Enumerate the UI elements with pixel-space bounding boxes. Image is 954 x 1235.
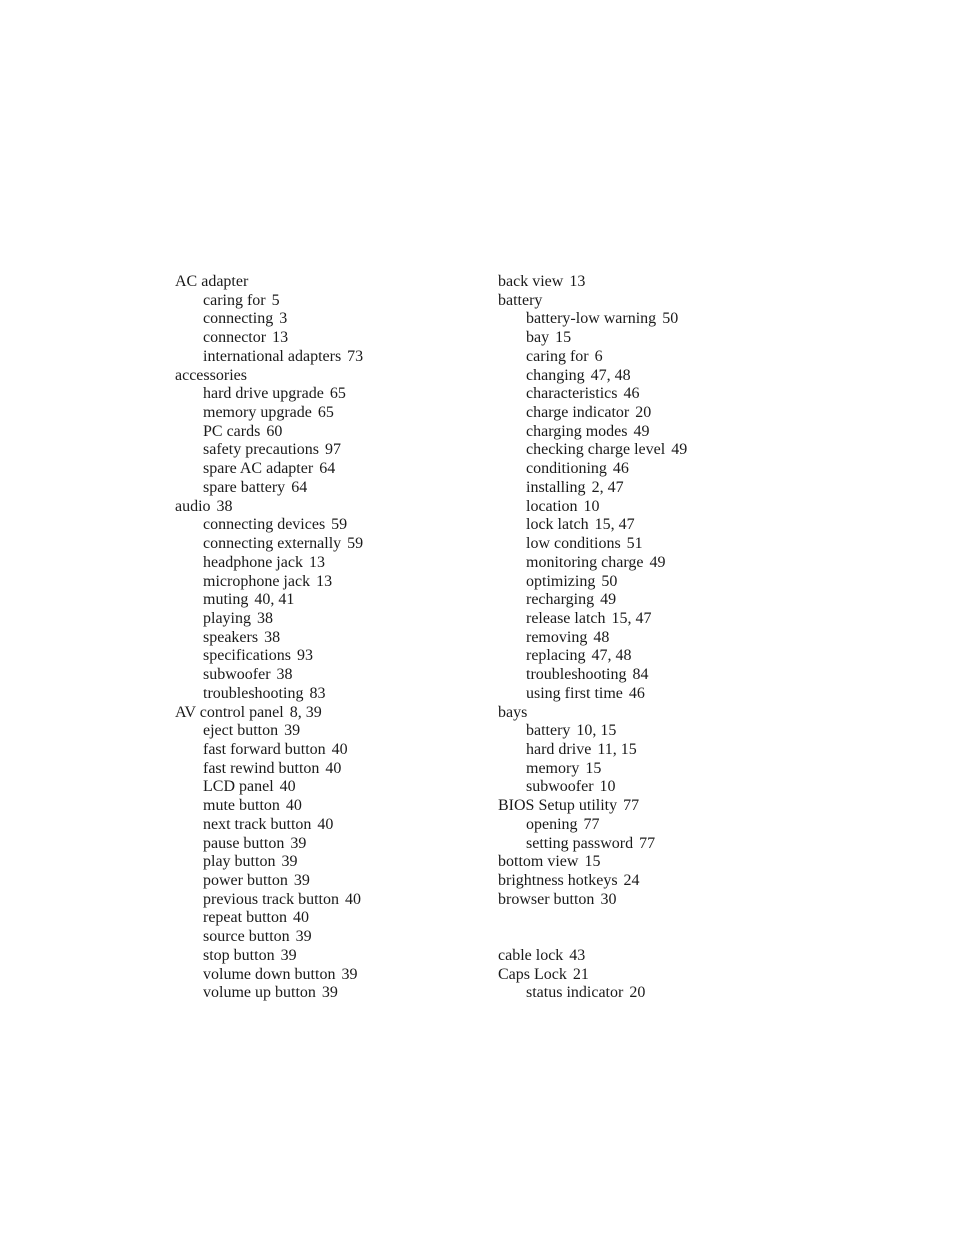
index-page-numbers: 83 — [309, 684, 326, 702]
index-subentry — [175, 535, 475, 554]
index-subentry — [498, 348, 798, 367]
index-entry — [498, 273, 798, 292]
index-page-numbers: 20 — [635, 404, 652, 422]
index-term: caring for — [526, 347, 589, 365]
index-page-numbers: 48 — [593, 628, 610, 646]
index-subentry — [175, 591, 475, 610]
index-page-numbers: 93 — [296, 647, 313, 665]
index-subentry — [498, 629, 798, 648]
index-subentry — [498, 778, 798, 797]
index-subentry — [498, 516, 798, 535]
index-page-numbers: 40 — [344, 890, 361, 908]
index-subentry — [498, 573, 798, 592]
index-page-numbers: 77 — [623, 797, 640, 815]
index-term: play button — [203, 853, 276, 871]
index-page-numbers: 64 — [319, 460, 336, 478]
index-term: charging modes — [526, 422, 628, 440]
index-term: replacing — [526, 647, 586, 665]
index-term: AC adapter — [175, 273, 249, 290]
index-subentry — [498, 835, 798, 854]
index-page-numbers: 39 — [321, 984, 338, 1002]
index-page-numbers: 50 — [662, 310, 679, 328]
index-page-numbers: 77 — [639, 834, 656, 852]
index-term: fast forward button — [203, 740, 326, 758]
index-term: headphone jack — [203, 553, 303, 571]
index-page-numbers: 59 — [347, 535, 364, 553]
index-term: optimizing — [526, 572, 596, 590]
index-term: audio — [175, 497, 211, 515]
index-entry — [175, 367, 475, 386]
index-subentry — [175, 554, 475, 573]
index-subentry — [498, 741, 798, 760]
index-subentry — [175, 423, 475, 442]
index-page-numbers: 13 — [316, 572, 333, 590]
index-term: troubleshooting — [526, 666, 627, 684]
index-term: spare battery — [203, 478, 286, 496]
index-subentry — [498, 722, 798, 741]
index-page-numbers: 43 — [569, 946, 586, 964]
index-term: bays — [498, 703, 528, 721]
index-term: subwoofer — [526, 778, 594, 796]
index-page-numbers: 8, 39 — [289, 703, 322, 721]
index-subentry — [175, 778, 475, 797]
index-term: battery — [526, 722, 571, 740]
index-page-numbers: 15, 47 — [611, 609, 652, 627]
index-page-numbers: 47, 48 — [591, 647, 632, 665]
index-term: playing — [203, 609, 251, 627]
index-term: battery-low warning — [526, 310, 657, 328]
index-subentry — [498, 984, 798, 1003]
index-term: subwoofer — [203, 666, 271, 684]
index-term: speakers — [203, 628, 259, 646]
index-term: charge indicator — [526, 404, 630, 422]
index-term: eject button — [203, 722, 279, 740]
index-page-numbers: 15 — [555, 329, 572, 347]
index-page-numbers: 24 — [623, 872, 640, 889]
index-term: volume down button — [203, 965, 336, 983]
index-subentry — [498, 441, 798, 460]
index-subentry — [175, 348, 475, 367]
index-page-numbers: 13 — [569, 273, 586, 290]
index-term: international adapters — [203, 347, 342, 365]
index-entry — [175, 273, 475, 292]
index-subentry — [498, 385, 798, 404]
index-term: repeat button — [203, 909, 287, 927]
index-entry — [498, 292, 798, 311]
index-page-numbers: 30 — [600, 890, 617, 908]
index-term: spare AC adapter — [203, 460, 314, 478]
index-term: Caps Lock — [498, 965, 567, 983]
index-page-numbers: 46 — [628, 684, 645, 702]
index-subentry — [498, 479, 798, 498]
index-term: specifications — [203, 647, 291, 665]
index-term: memory — [526, 759, 580, 777]
index-term: LCD panel — [203, 778, 274, 796]
index-term: connecting devices — [203, 516, 326, 534]
index-subentry — [175, 629, 475, 648]
index-term: troubleshooting — [203, 684, 304, 702]
index-page-numbers: 15 — [585, 759, 602, 777]
index-page-numbers: 38 — [216, 497, 233, 515]
index-term: power button — [203, 872, 288, 889]
index-page-numbers: 40 — [331, 740, 348, 758]
index-subentry — [498, 816, 798, 835]
index-page-numbers: 50 — [601, 572, 618, 590]
index-subentry — [175, 760, 475, 779]
index-term: muting — [203, 591, 249, 609]
index-page-numbers: 13 — [272, 329, 289, 347]
index-term: caring for — [203, 291, 266, 309]
index-term: bay — [526, 329, 550, 347]
index-term: recharging — [526, 591, 595, 609]
index-term: memory upgrade — [203, 404, 312, 422]
index-term: battery — [498, 291, 543, 309]
index-page-numbers: 51 — [626, 535, 643, 553]
index-page-numbers: 40 — [325, 759, 342, 777]
index-subentry — [498, 498, 798, 517]
index-subentry — [175, 891, 475, 910]
index-term: PC cards — [203, 422, 261, 440]
index-page-numbers: 15, 47 — [594, 516, 635, 534]
index-term: installing — [526, 478, 586, 496]
index-page-numbers: 21 — [572, 965, 589, 983]
index-page-numbers: 49 — [671, 441, 688, 459]
index-subentry — [175, 573, 475, 592]
index-term: fast rewind button — [203, 759, 320, 777]
index-subentry — [498, 310, 798, 329]
index-term: changing — [526, 366, 585, 384]
index-term: location — [526, 497, 578, 515]
index-subentry — [498, 460, 798, 479]
index-entry — [498, 966, 798, 985]
index-subentry — [175, 310, 475, 329]
index-column-left — [175, 273, 475, 1003]
index-page-numbers: 39 — [341, 965, 358, 983]
index-term: checking charge level — [526, 441, 666, 459]
index-term: lock latch — [526, 516, 589, 534]
index-page-numbers: 40 — [292, 909, 309, 927]
index-subentry — [175, 947, 475, 966]
index-page-numbers: 39 — [295, 928, 312, 946]
index-entry — [498, 872, 798, 891]
index-entry — [175, 704, 475, 723]
index-subentry — [175, 928, 475, 947]
index-term: connector — [203, 329, 267, 347]
index-term: monitoring charge — [526, 553, 644, 571]
index-subentry — [175, 816, 475, 835]
index-subentry — [175, 909, 475, 928]
index-entry — [498, 797, 798, 816]
index-subentry — [498, 647, 798, 666]
index-term: opening — [526, 815, 578, 833]
index-term: cable lock — [498, 946, 564, 964]
index-page-numbers: 46 — [612, 460, 629, 478]
index-subentry — [175, 722, 475, 741]
index-term: AV control panel — [175, 703, 284, 721]
index-term: connecting — [203, 310, 274, 328]
index-spacer — [498, 928, 798, 947]
index-subentry — [175, 835, 475, 854]
index-subentry — [175, 292, 475, 311]
index-subentry — [498, 760, 798, 779]
index-page-numbers: 97 — [324, 441, 341, 459]
index-page-numbers: 39 — [280, 946, 297, 964]
index-page-numbers: 39 — [293, 872, 310, 889]
index-page-numbers: 64 — [291, 478, 308, 496]
index-term: hard drive upgrade — [203, 385, 324, 403]
index-page-numbers: 13 — [308, 553, 325, 571]
index-entry — [498, 704, 798, 723]
index-subentry — [175, 853, 475, 872]
index-subentry — [175, 685, 475, 704]
index-term: pause button — [203, 834, 285, 852]
index-page-numbers: 49 — [649, 553, 666, 571]
index-spacer — [498, 909, 798, 928]
index-term: bottom view — [498, 853, 579, 871]
index-subentry — [498, 554, 798, 573]
index-subentry — [498, 610, 798, 629]
index-subentry — [498, 423, 798, 442]
index-page-numbers: 49 — [600, 591, 617, 609]
index-subentry — [498, 367, 798, 386]
index-term: setting password — [526, 834, 634, 852]
index-term: using first time — [526, 684, 623, 702]
index-subentry — [175, 441, 475, 460]
index-subentry — [175, 479, 475, 498]
index-page-numbers: 65 — [317, 404, 334, 422]
index-term: connecting externally — [203, 535, 342, 553]
index-page-numbers: 15 — [584, 853, 601, 871]
index-subentry — [175, 797, 475, 816]
index-subentry — [175, 741, 475, 760]
index-subentry — [498, 404, 798, 423]
index-term: brightness hotkeys — [498, 872, 618, 889]
index-page-numbers: 77 — [583, 815, 600, 833]
index-subentry — [175, 984, 475, 1003]
index-term: status indicator — [526, 984, 624, 1002]
index-entry — [498, 853, 798, 872]
index-page-numbers: 5 — [271, 291, 280, 309]
index-term: low conditions — [526, 535, 621, 553]
index-term: volume up button — [203, 984, 316, 1002]
index-subentry — [175, 872, 475, 891]
index-term: mute button — [203, 797, 280, 815]
index-page-numbers: 84 — [632, 666, 649, 684]
index-page-numbers: 65 — [329, 385, 346, 403]
index-term: microphone jack — [203, 572, 311, 590]
index-term: safety precautions — [203, 441, 319, 459]
index-entry — [498, 891, 798, 910]
index-term: stop button — [203, 946, 275, 964]
index-term: release latch — [526, 609, 606, 627]
index-page-numbers: 49 — [633, 422, 650, 440]
index-page-numbers: 38 — [257, 609, 273, 627]
index-subentry — [175, 516, 475, 535]
index-term: source button — [203, 928, 290, 946]
index-subentry — [175, 385, 475, 404]
index-term: back view — [498, 273, 564, 290]
index-page-numbers: 10 — [583, 497, 600, 515]
index-page-numbers: 20 — [629, 984, 646, 1002]
index-term: next track button — [203, 815, 312, 833]
index-term: removing — [526, 628, 588, 646]
index-page-numbers: 2, 47 — [591, 478, 624, 496]
index-subentry — [175, 404, 475, 423]
index-page-numbers: 10, 15 — [576, 722, 617, 740]
index-page-numbers: 38 — [276, 666, 293, 684]
index-page-numbers: 40 — [285, 797, 302, 815]
index-entry — [498, 947, 798, 966]
index-subentry — [175, 647, 475, 666]
index-page-numbers: 40 — [317, 815, 334, 833]
index-subentry — [175, 610, 475, 629]
index-page-numbers: 11, 15 — [597, 740, 637, 758]
index-page-numbers: 39 — [290, 834, 307, 852]
index-subentry — [498, 329, 798, 348]
index-term: browser button — [498, 890, 595, 908]
index-page-numbers: 39 — [281, 853, 298, 871]
index-subentry — [175, 666, 475, 685]
index-page-numbers: 59 — [331, 516, 348, 534]
index-subentry — [498, 591, 798, 610]
index-subentry — [175, 966, 475, 985]
index-page-numbers: 39 — [284, 722, 301, 740]
index-page-numbers: 38 — [264, 628, 281, 646]
index-subentry — [498, 535, 798, 554]
index-subentry — [498, 685, 798, 704]
index-term: accessories — [175, 366, 247, 384]
index-page-numbers: 3 — [279, 310, 288, 328]
index-entry — [175, 498, 475, 517]
index-subentry — [498, 666, 798, 685]
index-page-numbers: 73 — [347, 347, 364, 365]
index-term: previous track button — [203, 890, 339, 908]
index-subentry — [175, 329, 475, 348]
index-page-numbers: 60 — [266, 422, 283, 440]
index-subentry — [175, 460, 475, 479]
index-term: characteristics — [526, 385, 618, 403]
index-page-numbers: 40, 41 — [254, 591, 295, 609]
index-term: BIOS Setup utility — [498, 797, 618, 815]
index-column-right — [498, 273, 798, 1003]
index-page-numbers: 10 — [599, 778, 616, 796]
index-page-numbers: 6 — [594, 347, 603, 365]
index-page-numbers: 40 — [279, 778, 296, 796]
index-term: conditioning — [526, 460, 607, 478]
index-page-numbers: 47, 48 — [590, 366, 631, 384]
index-term: hard drive — [526, 740, 592, 758]
index-page-numbers: 46 — [623, 385, 640, 403]
